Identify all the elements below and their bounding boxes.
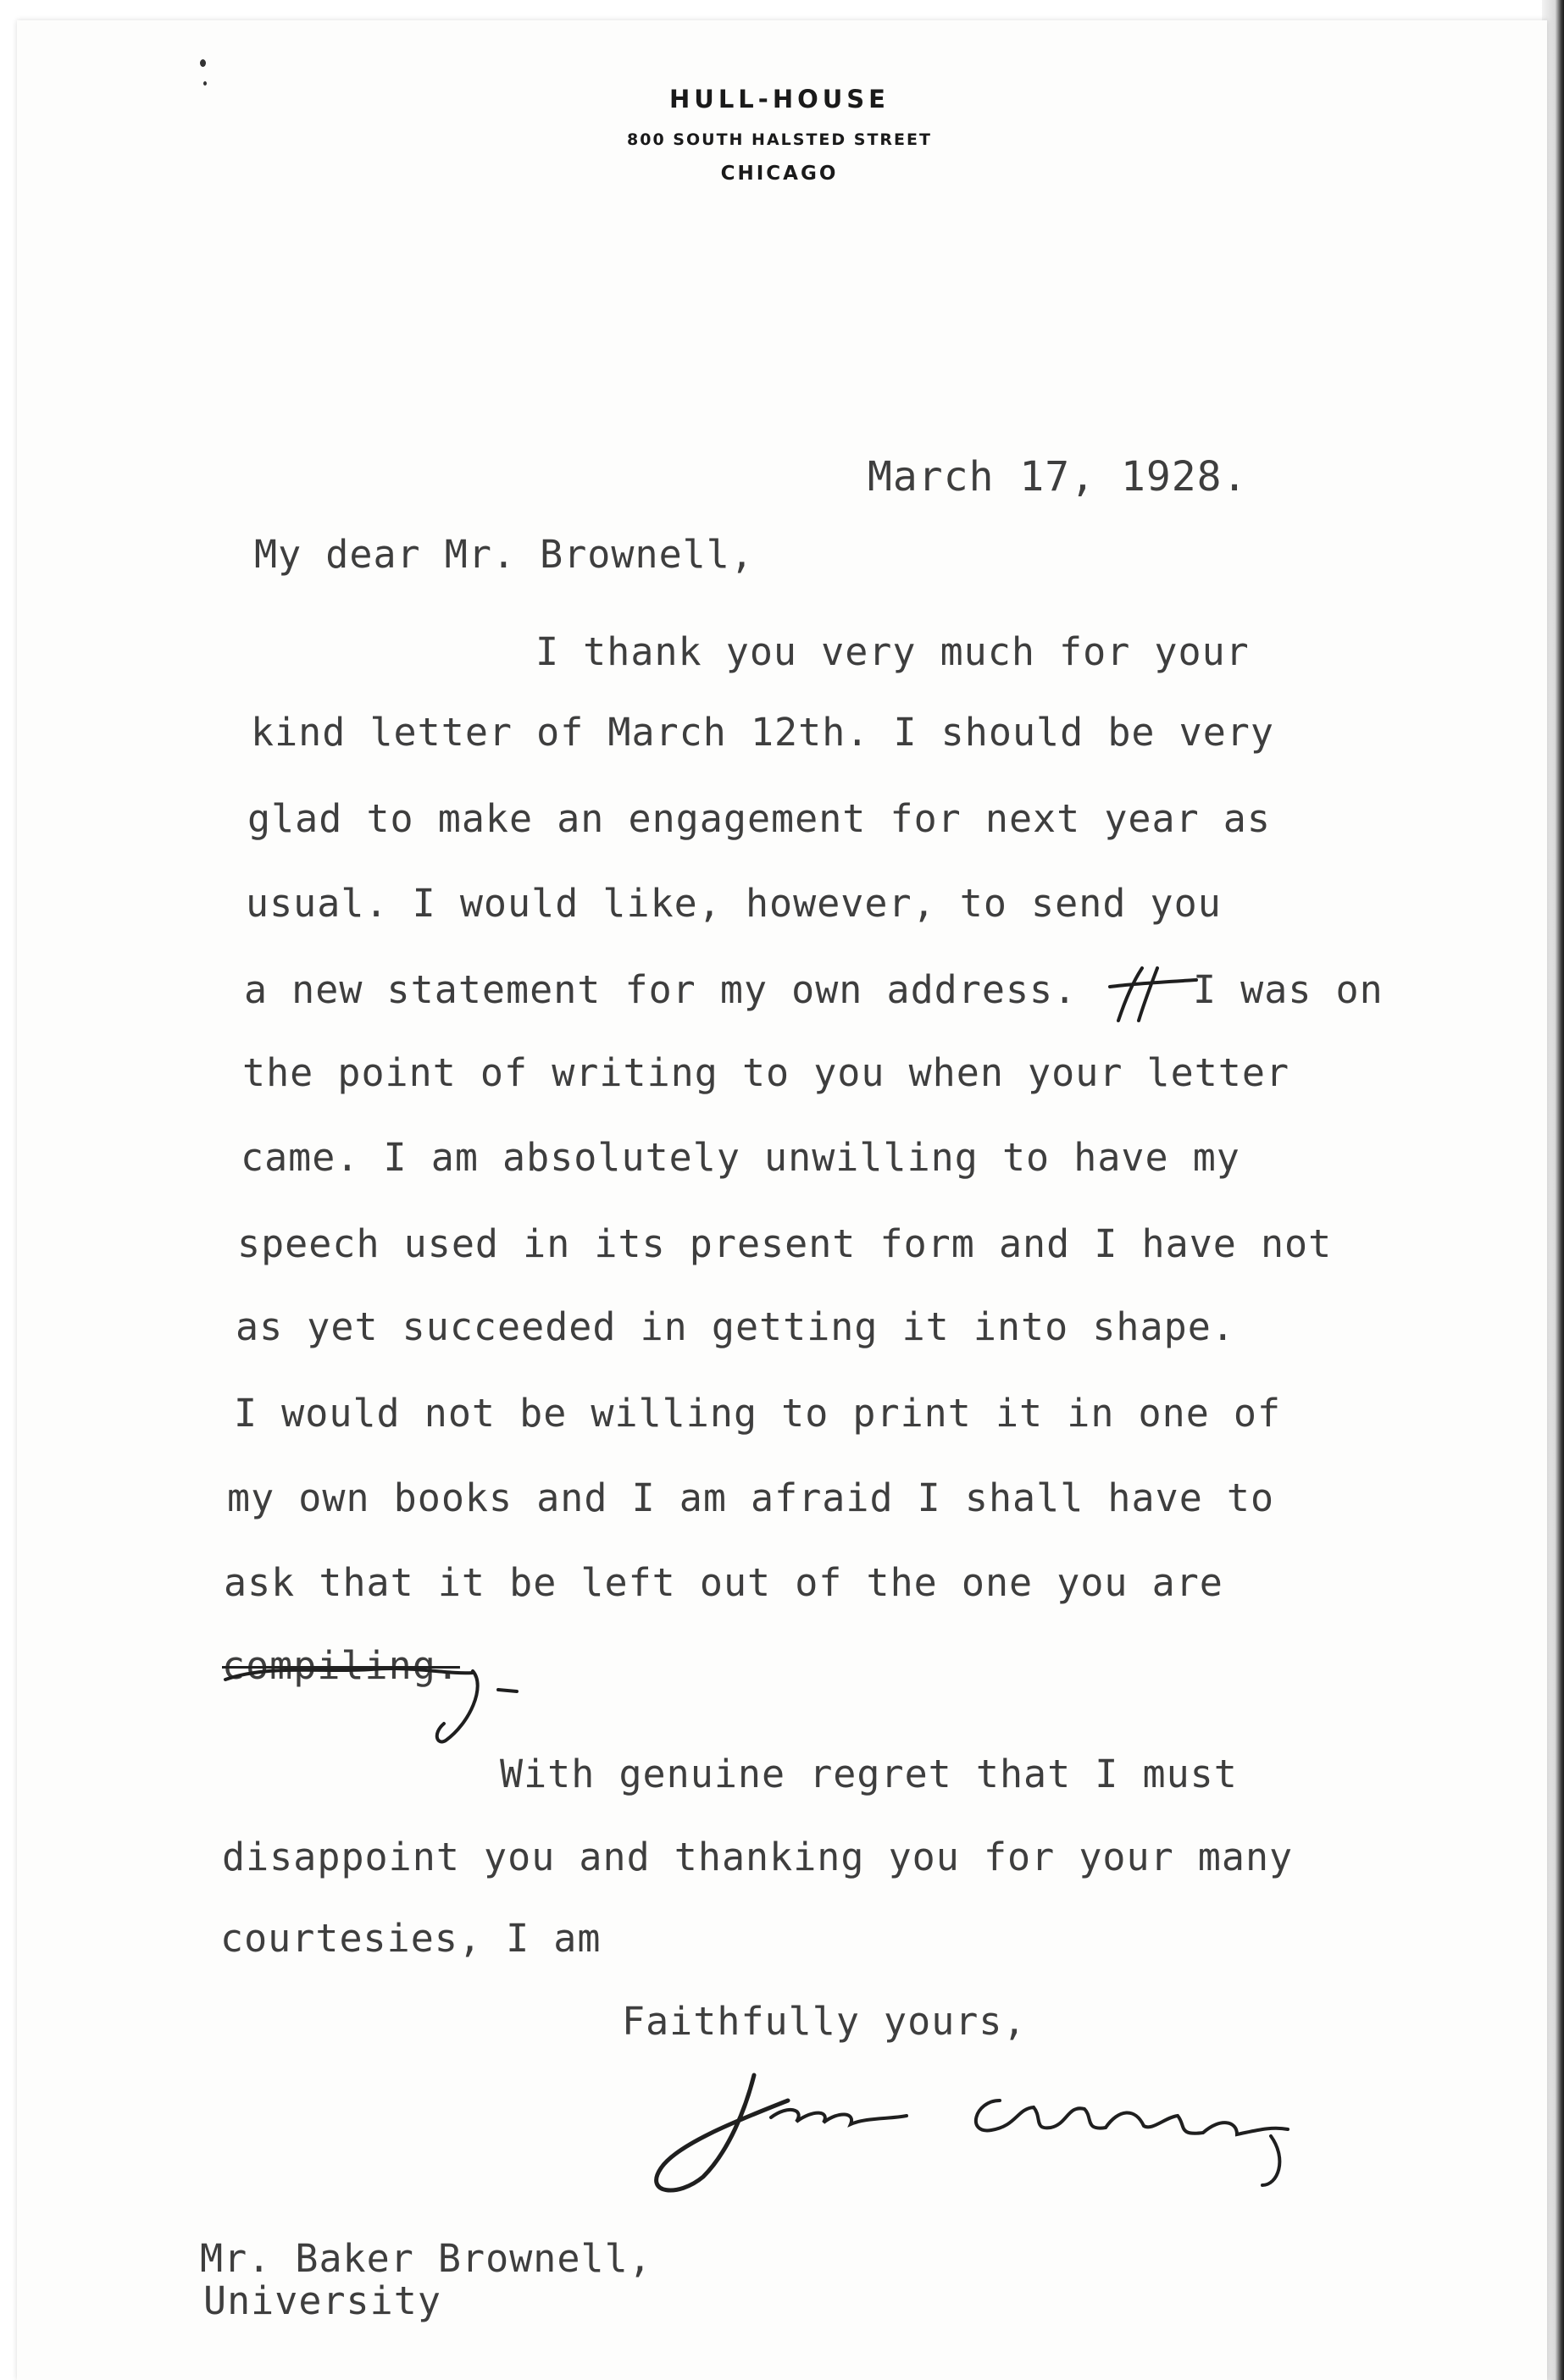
letter-salutation: My dear Mr. Brownell, [254, 532, 754, 577]
body-line: ask that it be left out of the one you are [224, 1560, 1223, 1605]
body-line: kind letter of March 12th. I should be very [251, 710, 1274, 755]
paper-speck [200, 59, 206, 67]
body-line: usual. I would like, however, to send you [246, 881, 1222, 926]
closing-line: disappoint you and thanking you for your many [222, 1835, 1294, 1879]
valediction: Faithfully yours, [622, 1999, 1027, 2044]
recipient-line: University [203, 2278, 441, 2323]
body-line: I was on [1193, 967, 1384, 1012]
body-line: came. I am absolutely unwilling to have my [241, 1135, 1240, 1180]
body-line: glad to make an engagement for next year as [247, 796, 1271, 841]
paragraph-mark-ink [1101, 961, 1203, 1029]
body-line: the point of writing to you when your letter [242, 1050, 1290, 1095]
letterhead-city: CHICAGO [720, 163, 839, 185]
closing-line: With genuine regret that I must [500, 1752, 1238, 1796]
letterhead-street: 800 SOUTH HALSTED STREET [627, 130, 932, 149]
body-line: I thank you very much for your [535, 629, 1250, 674]
body-line: I would not be willing to print it in one of [234, 1391, 1282, 1436]
body-line: a new statement for my own address. [244, 967, 1078, 1012]
handwritten-signature [644, 2058, 1339, 2202]
recipient-line: Mr. Baker Brownell, [200, 2236, 652, 2281]
body-line: as yet succeeded in getting it into shape. [236, 1304, 1235, 1349]
letterhead-name: HULL-HOUSE [669, 85, 890, 113]
letter-date: March 17, 1928. [868, 453, 1248, 501]
body-line: my own books and I am afraid I shall have to [227, 1475, 1275, 1520]
correction-ink [219, 1639, 541, 1749]
closing-line: courtesies, I am [220, 1916, 602, 1961]
body-line: speech used in its present form and I have not [237, 1221, 1333, 1266]
body-line-struck: compiling. [222, 1643, 460, 1688]
paper-speck [203, 81, 207, 86]
